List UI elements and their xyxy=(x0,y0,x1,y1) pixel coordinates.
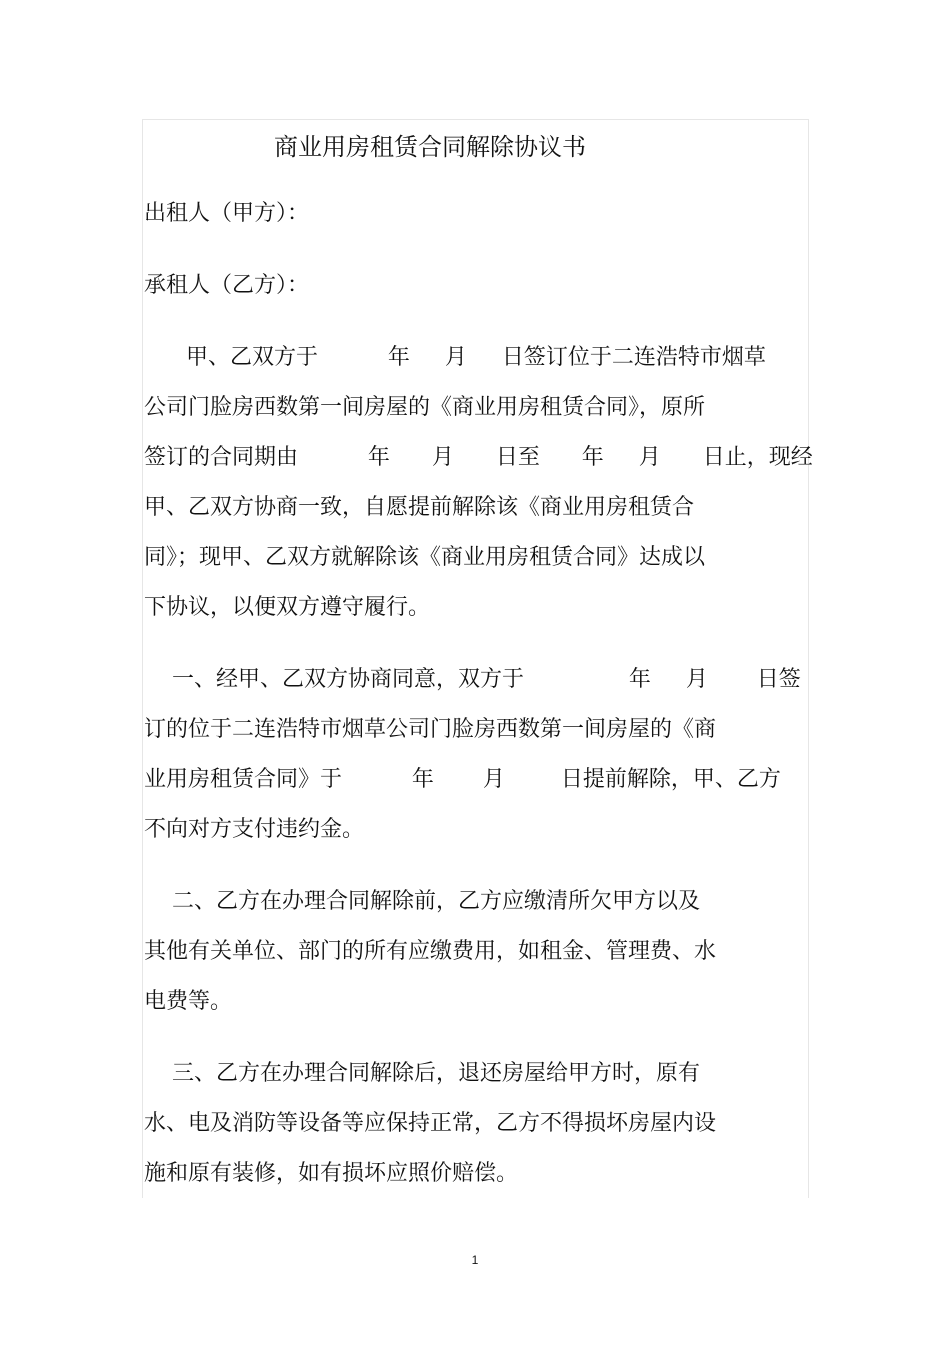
page-number: 1 xyxy=(471,1253,479,1267)
clause-line: 业用房租赁合同》于 年 月 日提前解除，甲、乙方 xyxy=(144,767,781,792)
clause-line: 订的位于二连浩特市烟草公司门脸房西数第一间房屋的《商 xyxy=(144,717,717,742)
clause-line: 三、乙方在办理合同解除后，退还房屋给甲方时，原有 xyxy=(144,1061,700,1086)
intro-line: 下协议，以便双方遵守履行。 xyxy=(144,595,431,620)
clause-line: 不向对方支付违约金。 xyxy=(144,817,365,842)
clause-line: 一、经甲、乙双方协商同意，双方于 年 月 日签 xyxy=(144,667,801,692)
intro-line: 甲、乙双方协商一致，自愿提前解除该《商业用房租赁合 xyxy=(144,495,695,520)
intro-line: 同》；现甲、乙双方就解除该《商业用房租赁合同》达成以 xyxy=(144,545,706,570)
lessor-line: 出租人（甲方）： xyxy=(144,201,310,226)
lessee-line: 承租人（乙方）： xyxy=(144,273,310,298)
intro-line: 公司门脸房西数第一间房屋的《商业用房租赁合同》，原所 xyxy=(144,395,706,420)
clause-line: 施和原有装修，如有损坏应照价赔偿。 xyxy=(144,1161,519,1186)
intro-line: 甲、乙双方于 年 月 日签订位于二连浩特市烟草 xyxy=(144,345,766,370)
clause-line: 水、电及消防等设备等应保持正常，乙方不得损坏房屋内设 xyxy=(144,1111,717,1136)
document-title: 商业用房租赁合同解除协议书 xyxy=(274,133,586,161)
clause-line: 其他有关单位、部门的所有应缴费用，如租金、管理费、水 xyxy=(144,939,717,964)
intro-line: 签订的合同期由 年 月 日至 年 月 日止，现经 xyxy=(144,445,813,470)
clause-line: 电费等。 xyxy=(144,989,233,1014)
clause-line: 二、乙方在办理合同解除前，乙方应缴清所欠甲方以及 xyxy=(144,889,700,914)
